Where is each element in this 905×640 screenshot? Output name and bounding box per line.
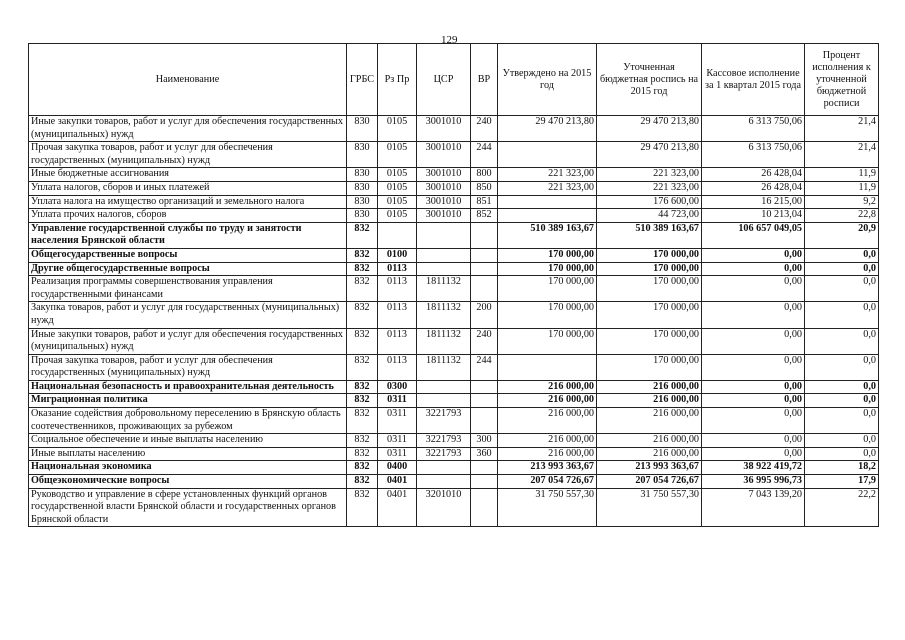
table-row	[29, 380, 879, 394]
cell-percent: 20,9	[805, 222, 879, 248]
cell-vr: 800	[471, 168, 498, 182]
cell-csr: 1811132	[417, 276, 471, 302]
cell-grbs: 832	[347, 328, 378, 354]
cell-vr: 360	[471, 447, 498, 461]
table-row	[29, 354, 879, 380]
cell-cash: 0,00	[702, 408, 805, 434]
cell-grbs: 830	[347, 209, 378, 223]
cell-revised: 29 470 213,80	[597, 116, 702, 142]
table-row	[29, 116, 879, 142]
cell-csr: 3001010	[417, 168, 471, 182]
cell-percent: 0,0	[805, 380, 879, 394]
cell-cash: 0,00	[702, 380, 805, 394]
cell-rzpr: 0311	[378, 434, 417, 448]
cell-approved: 170 000,00	[498, 276, 597, 302]
cell-approved: 216 000,00	[498, 394, 597, 408]
cell-vr	[471, 276, 498, 302]
cell-percent: 0,0	[805, 262, 879, 276]
cell-rzpr: 0113	[378, 262, 417, 276]
cell-vr: 300	[471, 434, 498, 448]
cell-vr: 200	[471, 302, 498, 328]
cell-csr: 3221793	[417, 447, 471, 461]
cell-name: Миграционная политика	[29, 394, 347, 408]
cell-rzpr: 0113	[378, 328, 417, 354]
page-number: 129	[441, 34, 458, 46]
cell-vr: 240	[471, 116, 498, 142]
cell-name: Руководство и управление в сфере установленных функций органов государственной власти Брянской области и государственных органов Брянской области	[29, 488, 347, 527]
cell-percent: 0,0	[805, 447, 879, 461]
cell-vr: 851	[471, 195, 498, 209]
cell-approved: 510 389 163,67	[498, 222, 597, 248]
cell-name: Иные бюджетные ассигнования	[29, 168, 347, 182]
cell-percent: 0,0	[805, 276, 879, 302]
cell-cash: 0,00	[702, 354, 805, 380]
cell-name: Иные выплаты населению	[29, 447, 347, 461]
cell-cash: 0,00	[702, 328, 805, 354]
header-cash: Кассовое исполнение за 1 квартал 2015 года	[702, 44, 805, 116]
table-row	[29, 488, 879, 527]
cell-approved: 170 000,00	[498, 262, 597, 276]
cell-approved: 31 750 557,30	[498, 488, 597, 527]
cell-cash: 10 213,04	[702, 209, 805, 223]
cell-revised: 216 000,00	[597, 434, 702, 448]
cell-csr: 3001010	[417, 209, 471, 223]
cell-csr	[417, 262, 471, 276]
cell-vr: 244	[471, 354, 498, 380]
table-row	[29, 434, 879, 448]
table-header-row	[29, 44, 879, 116]
cell-rzpr: 0105	[378, 116, 417, 142]
table-row	[29, 142, 879, 168]
cell-name: Уплата прочих налогов, сборов	[29, 209, 347, 223]
cell-percent: 22,8	[805, 209, 879, 223]
cell-csr	[417, 222, 471, 248]
cell-csr: 3001010	[417, 195, 471, 209]
cell-grbs: 832	[347, 380, 378, 394]
cell-cash: 106 657 049,05	[702, 222, 805, 248]
cell-cash: 36 995 996,73	[702, 475, 805, 489]
cell-csr: 3001010	[417, 181, 471, 195]
header-approved: Утверждено на 2015 год	[498, 44, 597, 116]
cell-cash: 0,00	[702, 276, 805, 302]
cell-vr: 244	[471, 142, 498, 168]
cell-approved: 170 000,00	[498, 302, 597, 328]
cell-rzpr	[378, 222, 417, 248]
cell-grbs: 832	[347, 394, 378, 408]
cell-rzpr: 0300	[378, 380, 417, 394]
cell-approved	[498, 142, 597, 168]
cell-name: Общеэкономические вопросы	[29, 475, 347, 489]
cell-approved: 170 000,00	[498, 328, 597, 354]
header-rzpr: Рз Пр	[378, 44, 417, 116]
cell-csr: 1811132	[417, 302, 471, 328]
cell-cash: 7 043 139,20	[702, 488, 805, 527]
cell-revised: 170 000,00	[597, 248, 702, 262]
cell-percent: 0,0	[805, 328, 879, 354]
cell-rzpr: 0105	[378, 142, 417, 168]
cell-percent: 11,9	[805, 181, 879, 195]
table-row	[29, 328, 879, 354]
cell-name: Социальное обеспечение и иные выплаты населению	[29, 434, 347, 448]
table-row	[29, 302, 879, 328]
cell-percent: 0,0	[805, 302, 879, 328]
table-row	[29, 461, 879, 475]
cell-revised: 176 600,00	[597, 195, 702, 209]
cell-approved: 216 000,00	[498, 408, 597, 434]
cell-cash: 0,00	[702, 248, 805, 262]
cell-cash: 0,00	[702, 447, 805, 461]
cell-csr	[417, 461, 471, 475]
cell-vr	[471, 488, 498, 527]
cell-csr	[417, 248, 471, 262]
cell-name: Национальная экономика	[29, 461, 347, 475]
header-vr: ВР	[471, 44, 498, 116]
cell-name: Прочая закупка товаров, работ и услуг для обеспечения государственных (муниципальных) нужд	[29, 142, 347, 168]
cell-cash: 0,00	[702, 302, 805, 328]
table-row	[29, 475, 879, 489]
cell-vr	[471, 408, 498, 434]
cell-name: Иные закупки товаров, работ и услуг для обеспечения государственных (муниципальных) нужд	[29, 328, 347, 354]
cell-vr	[471, 461, 498, 475]
cell-approved: 221 323,00	[498, 168, 597, 182]
cell-percent: 0,0	[805, 408, 879, 434]
cell-revised: 221 323,00	[597, 181, 702, 195]
cell-percent: 0,0	[805, 434, 879, 448]
cell-rzpr: 0311	[378, 394, 417, 408]
cell-revised: 216 000,00	[597, 394, 702, 408]
cell-rzpr: 0100	[378, 248, 417, 262]
table-row	[29, 248, 879, 262]
cell-vr: 850	[471, 181, 498, 195]
cell-rzpr: 0105	[378, 195, 417, 209]
cell-rzpr: 0311	[378, 408, 417, 434]
cell-vr	[471, 222, 498, 248]
cell-csr: 3201010	[417, 488, 471, 527]
cell-name: Оказание содействия добровольному переселению в Брянскую область соотечественников, проживающих за рубежом	[29, 408, 347, 434]
cell-revised: 31 750 557,30	[597, 488, 702, 527]
cell-revised: 510 389 163,67	[597, 222, 702, 248]
cell-revised: 170 000,00	[597, 262, 702, 276]
cell-approved: 216 000,00	[498, 380, 597, 394]
cell-csr: 3221793	[417, 408, 471, 434]
cell-grbs: 832	[347, 276, 378, 302]
cell-csr	[417, 380, 471, 394]
cell-cash: 6 313 750,06	[702, 116, 805, 142]
cell-revised: 213 993 363,67	[597, 461, 702, 475]
table-row	[29, 168, 879, 182]
cell-rzpr: 0105	[378, 168, 417, 182]
cell-revised: 216 000,00	[597, 380, 702, 394]
cell-grbs: 832	[347, 248, 378, 262]
cell-name: Реализация программы совершенствования управления государственными финансами	[29, 276, 347, 302]
cell-cash: 6 313 750,06	[702, 142, 805, 168]
cell-name: Прочая закупка товаров, работ и услуг для обеспечения государственных (муниципальных) нужд	[29, 354, 347, 380]
cell-name: Уплата налога на имущество организаций и земельного налога	[29, 195, 347, 209]
cell-grbs: 830	[347, 142, 378, 168]
cell-rzpr: 0105	[378, 181, 417, 195]
cell-approved: 213 993 363,67	[498, 461, 597, 475]
cell-rzpr: 0113	[378, 354, 417, 380]
header-percent: Процент исполнения к уточненной бюджетной росписи	[805, 44, 879, 116]
cell-rzpr: 0105	[378, 209, 417, 223]
cell-rzpr: 0400	[378, 461, 417, 475]
cell-revised: 170 000,00	[597, 302, 702, 328]
cell-csr: 1811132	[417, 354, 471, 380]
cell-grbs: 830	[347, 168, 378, 182]
cell-grbs: 832	[347, 302, 378, 328]
cell-grbs: 830	[347, 195, 378, 209]
cell-vr	[471, 380, 498, 394]
table-row	[29, 276, 879, 302]
header-csr: ЦСР	[417, 44, 471, 116]
cell-csr: 3001010	[417, 116, 471, 142]
table-row	[29, 394, 879, 408]
cell-approved: 216 000,00	[498, 447, 597, 461]
budget-table	[28, 43, 879, 527]
cell-cash: 0,00	[702, 262, 805, 276]
cell-revised: 221 323,00	[597, 168, 702, 182]
table-row	[29, 222, 879, 248]
cell-grbs: 832	[347, 262, 378, 276]
cell-rzpr: 0113	[378, 276, 417, 302]
cell-name: Управление государственной службы по труду и занятости населения Брянской области	[29, 222, 347, 248]
cell-cash: 26 428,04	[702, 168, 805, 182]
cell-approved: 221 323,00	[498, 181, 597, 195]
cell-vr	[471, 262, 498, 276]
cell-revised: 207 054 726,67	[597, 475, 702, 489]
cell-grbs: 832	[347, 475, 378, 489]
cell-grbs: 832	[347, 461, 378, 475]
cell-percent: 22,2	[805, 488, 879, 527]
cell-grbs: 832	[347, 434, 378, 448]
cell-grbs: 832	[347, 354, 378, 380]
cell-percent: 0,0	[805, 394, 879, 408]
cell-rzpr: 0401	[378, 488, 417, 527]
table-row	[29, 181, 879, 195]
cell-revised: 216 000,00	[597, 408, 702, 434]
cell-revised: 44 723,00	[597, 209, 702, 223]
table-row	[29, 408, 879, 434]
cell-name: Уплата налогов, сборов и иных платежей	[29, 181, 347, 195]
cell-name: Национальная безопасность и правоохранительная деятельность	[29, 380, 347, 394]
cell-approved: 170 000,00	[498, 248, 597, 262]
cell-revised: 216 000,00	[597, 447, 702, 461]
cell-approved: 29 470 213,80	[498, 116, 597, 142]
cell-vr	[471, 248, 498, 262]
cell-cash: 0,00	[702, 394, 805, 408]
cell-csr	[417, 475, 471, 489]
cell-percent: 21,4	[805, 116, 879, 142]
cell-name: Другие общегосударственные вопросы	[29, 262, 347, 276]
cell-vr	[471, 475, 498, 489]
cell-rzpr: 0401	[378, 475, 417, 489]
cell-percent: 9,2	[805, 195, 879, 209]
cell-approved	[498, 209, 597, 223]
table-body	[29, 116, 879, 527]
table-row	[29, 447, 879, 461]
cell-rzpr: 0311	[378, 447, 417, 461]
cell-grbs: 832	[347, 447, 378, 461]
cell-approved: 207 054 726,67	[498, 475, 597, 489]
cell-csr: 1811132	[417, 328, 471, 354]
cell-csr: 3221793	[417, 434, 471, 448]
cell-percent: 21,4	[805, 142, 879, 168]
cell-grbs: 832	[347, 408, 378, 434]
cell-rzpr: 0113	[378, 302, 417, 328]
table-row	[29, 209, 879, 223]
cell-csr: 3001010	[417, 142, 471, 168]
cell-vr: 852	[471, 209, 498, 223]
cell-grbs: 830	[347, 116, 378, 142]
cell-percent: 17,9	[805, 475, 879, 489]
cell-name: Иные закупки товаров, работ и услуг для обеспечения государственных (муниципальных) нужд	[29, 116, 347, 142]
cell-name: Закупка товаров, работ и услуг для государственных (муниципальных) нужд	[29, 302, 347, 328]
cell-revised: 170 000,00	[597, 276, 702, 302]
cell-approved	[498, 195, 597, 209]
cell-vr	[471, 394, 498, 408]
cell-approved	[498, 354, 597, 380]
header-revised: Уточненная бюджетная роспись на 2015 год	[597, 44, 702, 116]
table-row	[29, 262, 879, 276]
cell-revised: 170 000,00	[597, 354, 702, 380]
cell-percent: 0,0	[805, 354, 879, 380]
table-row	[29, 195, 879, 209]
cell-revised: 29 470 213,80	[597, 142, 702, 168]
cell-cash: 26 428,04	[702, 181, 805, 195]
cell-cash: 0,00	[702, 434, 805, 448]
header-grbs: ГРБС	[347, 44, 378, 116]
cell-csr	[417, 394, 471, 408]
cell-percent: 0,0	[805, 248, 879, 262]
cell-vr: 240	[471, 328, 498, 354]
cell-name: Общегосударственные вопросы	[29, 248, 347, 262]
cell-approved: 216 000,00	[498, 434, 597, 448]
header-name: Наименование	[29, 44, 347, 116]
cell-percent: 18,2	[805, 461, 879, 475]
cell-grbs: 830	[347, 181, 378, 195]
cell-grbs: 832	[347, 222, 378, 248]
cell-cash: 16 215,00	[702, 195, 805, 209]
cell-revised: 170 000,00	[597, 328, 702, 354]
cell-percent: 11,9	[805, 168, 879, 182]
cell-grbs: 832	[347, 488, 378, 527]
cell-cash: 38 922 419,72	[702, 461, 805, 475]
